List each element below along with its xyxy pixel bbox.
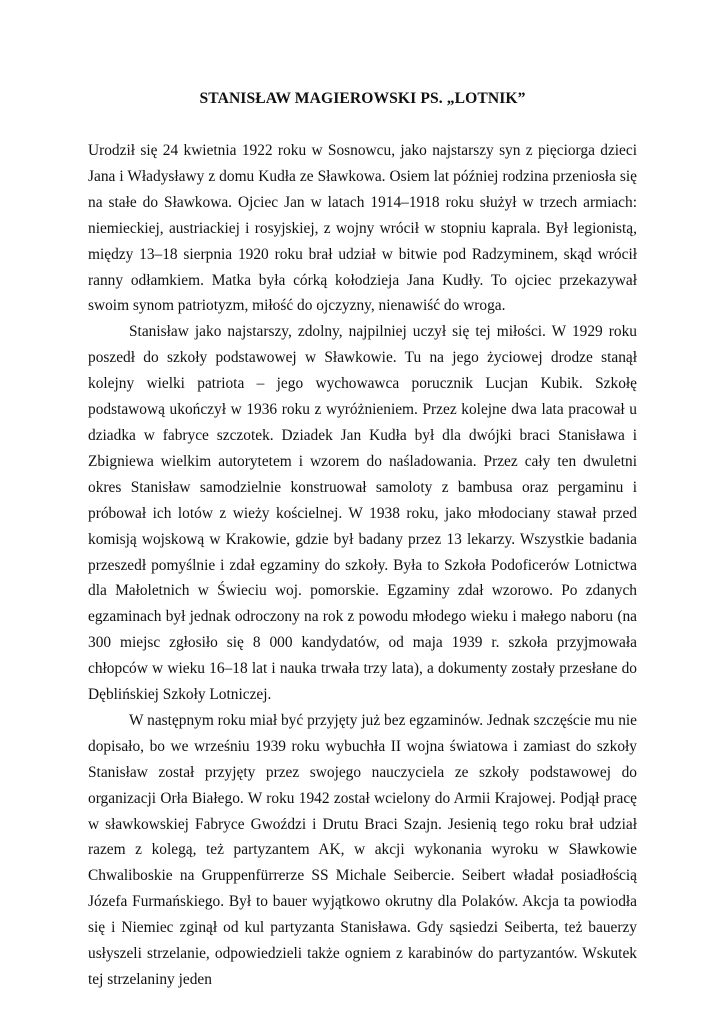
paragraph-3: W następnym roku miał być przyjęty już bez egzaminów. Jednak szczęście mu nie dopisało, bo we wrześniu 1939 roku wybuchła II wojna światowa i zamiast do szkoły Stanisław został przyjęty przez swojego nauczyciela ze szkoły podstawowej do organizacji Orła Białego. W roku 1942 został wcielony do Armii Krajowej. Podjął pracę w sławkowskiej Fabryce Gwoździ i Drutu Braci Szajn. Jesienią tego roku brał udział razem z kolegą, też partyzantem AK, w akcji wykonania wyroku w Sławkowie Chwaliboskie na Gruppenfürrerze SS Michale Seibercie. Seibert władał posiadłością Józefa Furmańskiego. Był to bauer wyjątkowo okrutny dla Polaków. Akcja ta powiodła się i Niemiec zginął od kul partyzanta Stanisława. Gdy sąsiedzi Seiberta, też bauerzy usłyszeli strzelanie, odpowiedzieli także ogniem z karabinów do partyzantów. Wskutek tej strzelaniny jeden: [88, 711, 637, 988]
document-title: STANISŁAW MAGIEROWSKI PS. „LOTNIK”: [199, 90, 526, 107]
paragraph-2: Stanisław jako najstarszy, zdolny, najpilniej uczył się tej miłości. W 1929 roku poszedł do szkoły podstawowej w Sławkowie. Tu na jego życiowej drodze stanął kolejny wielki patriota – jego wychowawca porucznik Lucjan Kubik. Szkołę podstawową ukończył w 1936 roku z wyróżnieniem. Przez kolejne dwa lata pracował u dziadka w fabryce szczotek. Dziadek Jan Kudła był dla dwójki braci Stanisława i Zbigniewa wielkim autorytetem i wzorem do naśladowania. Przez cały ten dwuletni okres Stanisław samodzielnie konstruował samoloty z bambusa oraz pergaminu i próbował ich lotów z wieży kościelnej. W 1938 roku, jako młodociany stawał przed komisją wojskową w Krakowie, gdzie był badany przez 13 lekarzy. Wszystkie badania przeszedł pomyślnie i zdał egzaminy do szkoły. Była to Szkoła Podoficerów Lotnictwa dla Małoletnich w Świeciu woj. pomorskie. Egzaminy zdał wzorowo. Po zdanych egzaminach był jednak odroczony na rok z powodu młodego wieku i małego naboru (na 300 miejsc zgłosiło się 8 000 kandydatów, od maja 1939 r. szkoła przyjmowała chłopców w wieku 16–18 lat i nauka trwała trzy lata), a dokumenty zostały przesłane do Dęblińskiej Szkoły Lotniczej.: [88, 323, 637, 704]
paragraph-1: Urodził się 24 kwietnia 1922 roku w Sosnowcu, jako najstarszy syn z pięciorga dzieci Jana i Władysławy z domu Kudła ze Sławkowa. Osiem lat później rodzina przeniosła się na stałe do Sławkowa. Ojciec Jan w latach 1914–1918 roku służył w trzech armiach: niemieckiej, austriackiej i rosyjskiej, z wojny wrócił w stopniu kaprala. Był legionistą, między 13–18 sierpnia 1920 roku brał udział w bitwie pod Radzyminem, skąd wrócił ranny odłamkiem. Matka była córką kołodzieja Jana Kudły. To ojciec przekazywał swoim synom patriotyzm, miłość do ojczyzny, nienawiść do wroga.: [88, 142, 637, 315]
